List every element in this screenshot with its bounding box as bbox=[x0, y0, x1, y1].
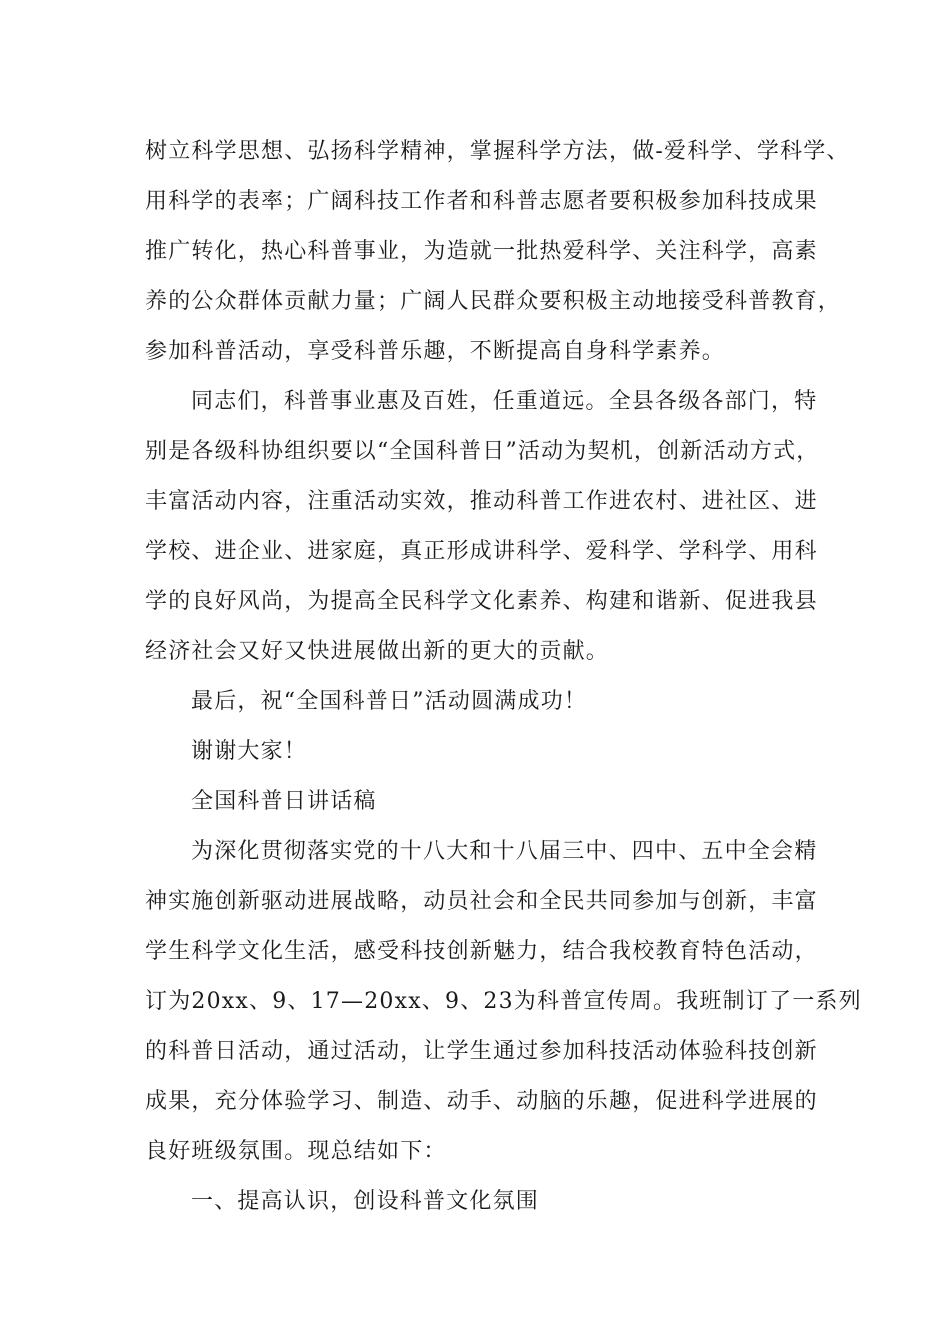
text-line: 学生科学文化生活，感受科技创新魅力，结合我校教育特色活动， bbox=[145, 939, 818, 964]
section-heading: 一、提高认识，创设科普文化氛围 bbox=[191, 1189, 540, 1214]
paragraph-start-line: 为深化贯彻落实党的十八大和十八届三中、四中、五中全会精 bbox=[191, 839, 818, 864]
closing-wish: 最后，祝“全国科普日”活动圆满成功！ bbox=[191, 689, 588, 714]
text-line: 神实施创新驱动进展战略，动员社会和全民共同参加与创新，丰富 bbox=[145, 889, 818, 914]
text-line: 推广转化，热心科普事业，为造就一批热爱科学、关注科学，高素 bbox=[145, 239, 818, 264]
text-line: 的科普日活动，通过活动，让学生通过参加科技活动体验科技创新 bbox=[145, 1039, 818, 1064]
text-line: 学的良好风尚，为提高全民科学文化素养、构建和谐新、促进我县 bbox=[145, 589, 818, 614]
text-line: 用科学的表率；广阔科技工作者和科普志愿者要积极参加科技成果 bbox=[145, 189, 818, 214]
text-line: 别是各级科协组织要以“全国科普日”活动为契机，创新活动方式， bbox=[145, 439, 820, 464]
text-line: 良好班级氛围。现总结如下： bbox=[145, 1139, 447, 1164]
text-line: 参加科普活动，享受科普乐趣，不断提高自身科学素养。 bbox=[145, 339, 726, 364]
text-line: 养的公众群体贡献力量；广阔人民群众要积极主动地接受科普教育， bbox=[145, 289, 842, 314]
text-line: 成果，充分体验学习、制造、动手、动脑的乐趣，促进科学进展的 bbox=[145, 1089, 818, 1114]
text-line: 订为20xx、9、17—20xx、9、23为科普宣传周。我班制订了一系列 bbox=[145, 989, 862, 1014]
section-title: 全国科普日讲话稿 bbox=[191, 789, 377, 814]
paragraph-start-line: 同志们，科普事业惠及百姓，任重道远。全县各级各部门，特 bbox=[191, 389, 818, 414]
text-line: 丰富活动内容，注重活动实效，推动科普工作进农村、进社区、进 bbox=[145, 489, 818, 514]
text-line: 学校、进企业、进家庭，真正形成讲科学、爱科学、学科学、用科 bbox=[145, 539, 818, 564]
text-line: 树立科学思想、弘扬科学精神，掌握科学方法，做-爱科学、学科学、 bbox=[145, 139, 850, 164]
text-line: 经济社会又好又快进展做出新的更大的贡献。 bbox=[145, 639, 610, 664]
thanks-line: 谢谢大家！ bbox=[191, 739, 308, 764]
